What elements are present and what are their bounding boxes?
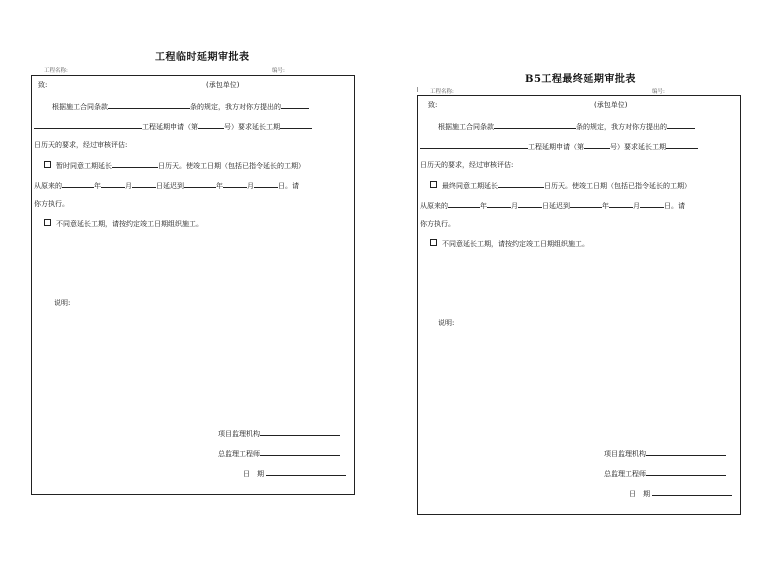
right-line-5-year: 年 [480, 202, 487, 210]
right-approve-checkbox[interactable] [430, 181, 437, 188]
left-line-2-b: 号）要求延长工期 [224, 123, 280, 131]
right-line-1-a: 根据施工合同条款 [438, 123, 494, 131]
right-corner-tick [417, 87, 418, 92]
left-line-4-b: 日历天。使竣工日期（包括已指令延长的工期） [158, 162, 305, 170]
right-number-label: 编号: [652, 89, 665, 95]
right-line-7 [430, 239, 589, 249]
left-sig-date [243, 468, 346, 479]
left-line-2 [34, 121, 312, 132]
right-contractor-label: (承包单位) [594, 101, 628, 109]
left-sig-engineer-field[interactable] [260, 448, 340, 456]
right-line-1 [438, 121, 695, 132]
left-line-6: 你方执行。 [34, 200, 69, 208]
right-reject-checkbox[interactable] [430, 239, 437, 246]
right-sig-engineer-field[interactable] [646, 468, 726, 476]
left-note-label: 说明: [54, 299, 71, 307]
right-applicant-field[interactable] [667, 121, 695, 129]
right-project-field[interactable] [420, 141, 528, 149]
right-line-4 [430, 180, 691, 191]
left-orig-day-field[interactable] [132, 180, 156, 188]
left-project-name-label: 工程名称: [44, 68, 68, 74]
right-application-no-field[interactable] [584, 141, 610, 149]
right-new-year-field[interactable] [570, 200, 602, 208]
right-note-label: 说明: [438, 319, 455, 327]
left-number-label: 编号: [272, 68, 285, 74]
left-reject-checkbox[interactable] [44, 219, 51, 226]
left-line-5-month2: 月 [247, 182, 254, 190]
left-contractor-label: (承包单位) [206, 81, 240, 89]
right-line-5 [420, 200, 685, 211]
right-to-label: 致: [428, 101, 438, 109]
right-sig-org-label: 项目监理机构 [604, 450, 646, 458]
right-orig-day-field[interactable] [518, 200, 542, 208]
left-sig-date-field[interactable] [266, 468, 346, 476]
right-sig-date-field[interactable] [652, 488, 732, 496]
right-line-5-delay: 日延迟到 [542, 202, 570, 210]
right-line-2-a: 工程延期申请（第 [528, 143, 584, 151]
right-line-2-b: 号）要求延长工期 [610, 143, 666, 151]
right-line-6: 你方执行。 [420, 220, 455, 228]
right-approved-days-field[interactable] [498, 180, 544, 188]
left-new-year-field[interactable] [184, 180, 216, 188]
right-line-5-month2: 月 [633, 202, 640, 210]
left-line-3: 日历天的要求，经过审核评估: [34, 141, 128, 149]
left-line-4 [44, 160, 305, 171]
left-to-label: 致: [38, 81, 48, 89]
right-line-5-a: 从原来的 [420, 202, 448, 210]
left-line-5-a: 从原来的 [34, 182, 62, 190]
right-sig-org-field[interactable] [646, 448, 726, 456]
right-form-box [417, 95, 741, 515]
left-line-5-end: 日。请 [278, 182, 299, 190]
left-form-box [31, 75, 355, 495]
right-sig-date [629, 488, 732, 499]
right-line-5-end: 日。请 [664, 202, 685, 210]
right-line-4-a: 最终同意工期延长 [442, 182, 498, 190]
right-sig-engineer-label: 总监理工程师 [604, 470, 646, 478]
left-new-day-field[interactable] [254, 180, 278, 188]
right-orig-year-field[interactable] [448, 200, 480, 208]
left-sig-org-field[interactable] [260, 428, 340, 436]
left-orig-month-field[interactable] [101, 180, 125, 188]
left-approved-days-field[interactable] [112, 160, 158, 168]
left-orig-year-field[interactable] [62, 180, 94, 188]
left-line-4-a: 暂时同意工期延长 [56, 162, 112, 170]
right-new-day-field[interactable] [640, 200, 664, 208]
left-line-5-month: 月 [125, 182, 132, 190]
left-line-1-a: 根据施工合同条款 [52, 103, 108, 111]
right-sig-org [604, 448, 726, 459]
right-requested-days-field[interactable] [666, 141, 698, 149]
left-line-2-a: 工程延期申请（第 [142, 123, 198, 131]
left-sig-engineer [218, 448, 340, 459]
left-line-7-text: 不同意延长工期，请按约定竣工日期组织施工。 [56, 220, 203, 228]
left-sig-org-label: 项目监理机构 [218, 430, 260, 438]
left-requested-days-field[interactable] [280, 121, 312, 129]
left-form-title: 工程临时延期审批表 [155, 52, 250, 63]
left-clause-field[interactable] [108, 101, 190, 109]
left-line-1 [52, 101, 309, 112]
right-sig-engineer [604, 468, 726, 479]
right-line-3: 日历天的要求，经过审核评估: [420, 161, 514, 169]
left-line-1-b: 条的规定，我方对你方提出的 [190, 103, 281, 111]
left-approve-checkbox[interactable] [44, 161, 51, 168]
left-sig-date-label: 日 期 [243, 470, 264, 478]
left-line-5 [34, 180, 299, 191]
left-line-5-delay: 日延迟到 [156, 182, 184, 190]
right-line-7-text: 不同意延长工期，请按约定竣工日期组织施工。 [442, 240, 589, 248]
left-line-5-year: 年 [94, 182, 101, 190]
right-sig-date-label: 日 期 [629, 490, 650, 498]
left-applicant-field[interactable] [281, 101, 309, 109]
left-new-month-field[interactable] [223, 180, 247, 188]
right-line-4-b: 日历天。使竣工日期（包括已指令延长的工期） [544, 182, 691, 190]
left-application-no-field[interactable] [198, 121, 224, 129]
left-line-7 [44, 219, 203, 229]
left-sig-org [218, 428, 340, 439]
right-orig-month-field[interactable] [487, 200, 511, 208]
right-new-month-field[interactable] [609, 200, 633, 208]
left-sig-engineer-label: 总监理工程师 [218, 450, 260, 458]
right-clause-field[interactable] [494, 121, 576, 129]
right-form-title: B5工程最终延期审批表 [525, 74, 636, 85]
right-line-1-b: 条的规定，我方对你方提出的 [576, 123, 667, 131]
right-line-5-month: 月 [511, 202, 518, 210]
left-project-field[interactable] [34, 121, 142, 129]
left-line-5-year2: 年 [216, 182, 223, 190]
right-project-name-label: 工程名称: [430, 89, 454, 95]
right-line-5-year2: 年 [602, 202, 609, 210]
right-line-2 [420, 141, 698, 152]
